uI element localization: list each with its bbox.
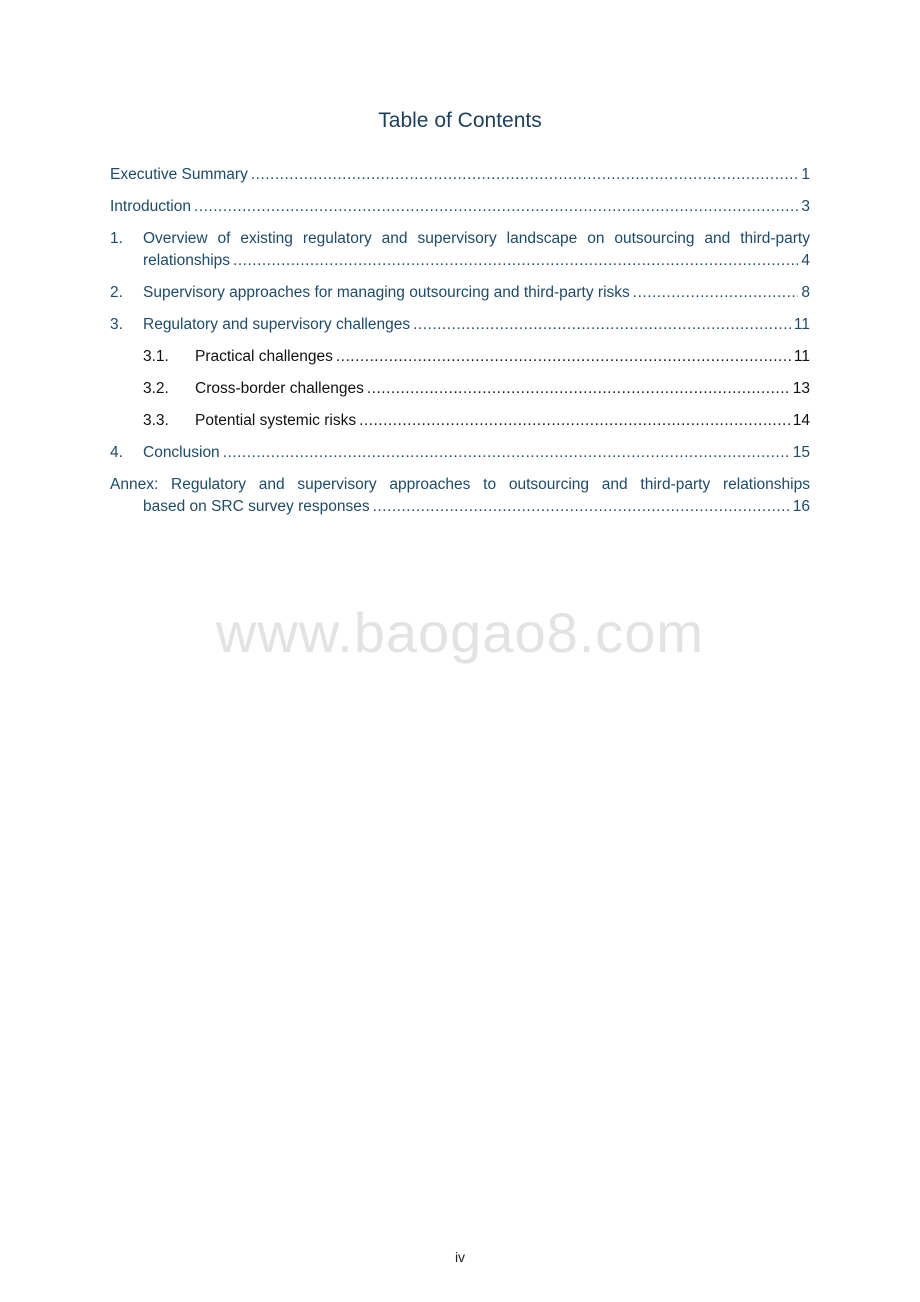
- toc-entry-text: Practical challenges: [195, 348, 333, 365]
- toc-entry-section-1[interactable]: [110, 228, 810, 272]
- toc-leader: [251, 164, 799, 186]
- toc-entry-text: Cross-border challenges: [195, 380, 364, 397]
- toc-leader: [233, 250, 798, 272]
- toc-entry-number: 3.3.: [143, 412, 169, 429]
- toc-leader: [373, 496, 790, 518]
- toc-entry-text: Overview of existing regulatory and supervisory landscape on outsourcing and third-party: [143, 230, 810, 247]
- toc-entry-introduction[interactable]: [110, 196, 810, 218]
- toc-entry-section-2[interactable]: [110, 282, 810, 304]
- toc-entry-number: 1.: [110, 230, 123, 247]
- toc-page-number: 1: [801, 166, 810, 183]
- toc-entry-text: Introduction: [110, 198, 191, 215]
- toc-entry-number: 2.: [110, 284, 123, 301]
- toc-entry-executive-summary[interactable]: [110, 164, 810, 186]
- toc-entry-section-3-2[interactable]: [143, 378, 810, 400]
- toc-leader: [633, 282, 799, 304]
- toc-entry-text: Potential systemic risks: [195, 412, 357, 429]
- toc-leader: [359, 410, 790, 432]
- watermark: www.baogao8.com: [215, 601, 705, 664]
- toc-entry-text: Annex: Regulatory and supervisory approaches to outsourcing and third-party relationships: [110, 476, 810, 493]
- toc-page-number: 4: [801, 252, 810, 269]
- toc-entry-text: Supervisory approaches for managing outsourcing and third-party risks: [143, 284, 630, 301]
- toc-entry-text-continued: relationships: [143, 252, 231, 269]
- toc-entry-number: 3.2.: [143, 380, 169, 397]
- toc-entry-text: Regulatory and supervisory challenges: [143, 316, 411, 333]
- toc-page-number: 13: [792, 380, 810, 397]
- toc-entry-text-continued: based on SRC survey responses: [143, 498, 370, 515]
- toc-page-number: 3: [801, 198, 810, 215]
- page-title: Table of Contents: [378, 109, 542, 132]
- toc-page-number: 16: [792, 498, 810, 515]
- toc-entry-section-3[interactable]: [110, 314, 810, 336]
- toc-page-number: 11: [793, 348, 810, 365]
- toc-entry-text: Executive Summary: [110, 166, 248, 183]
- toc-entry-number: 3.1.: [143, 348, 169, 365]
- toc-page-number: 8: [801, 284, 810, 301]
- toc-entry-section-3-3[interactable]: [143, 410, 810, 432]
- toc-leader: [336, 346, 791, 368]
- toc-page-number: 11: [793, 316, 810, 333]
- toc-entry-text: Conclusion: [143, 444, 220, 461]
- toc-entry-section-3-1[interactable]: [143, 346, 810, 368]
- toc-entry-section-4[interactable]: [110, 442, 810, 464]
- toc-leader: [194, 196, 798, 218]
- toc-entry-number: 3.: [110, 316, 123, 333]
- toc-leader: [367, 378, 790, 400]
- toc-entry-annex[interactable]: [110, 474, 810, 518]
- toc-page-number: 14: [792, 412, 810, 429]
- toc-page-number: 15: [792, 444, 810, 461]
- toc-entry-number: 4.: [110, 444, 123, 461]
- toc-leader: [413, 314, 791, 336]
- toc-leader: [223, 442, 790, 464]
- page-number-footer: iv: [454, 1249, 466, 1265]
